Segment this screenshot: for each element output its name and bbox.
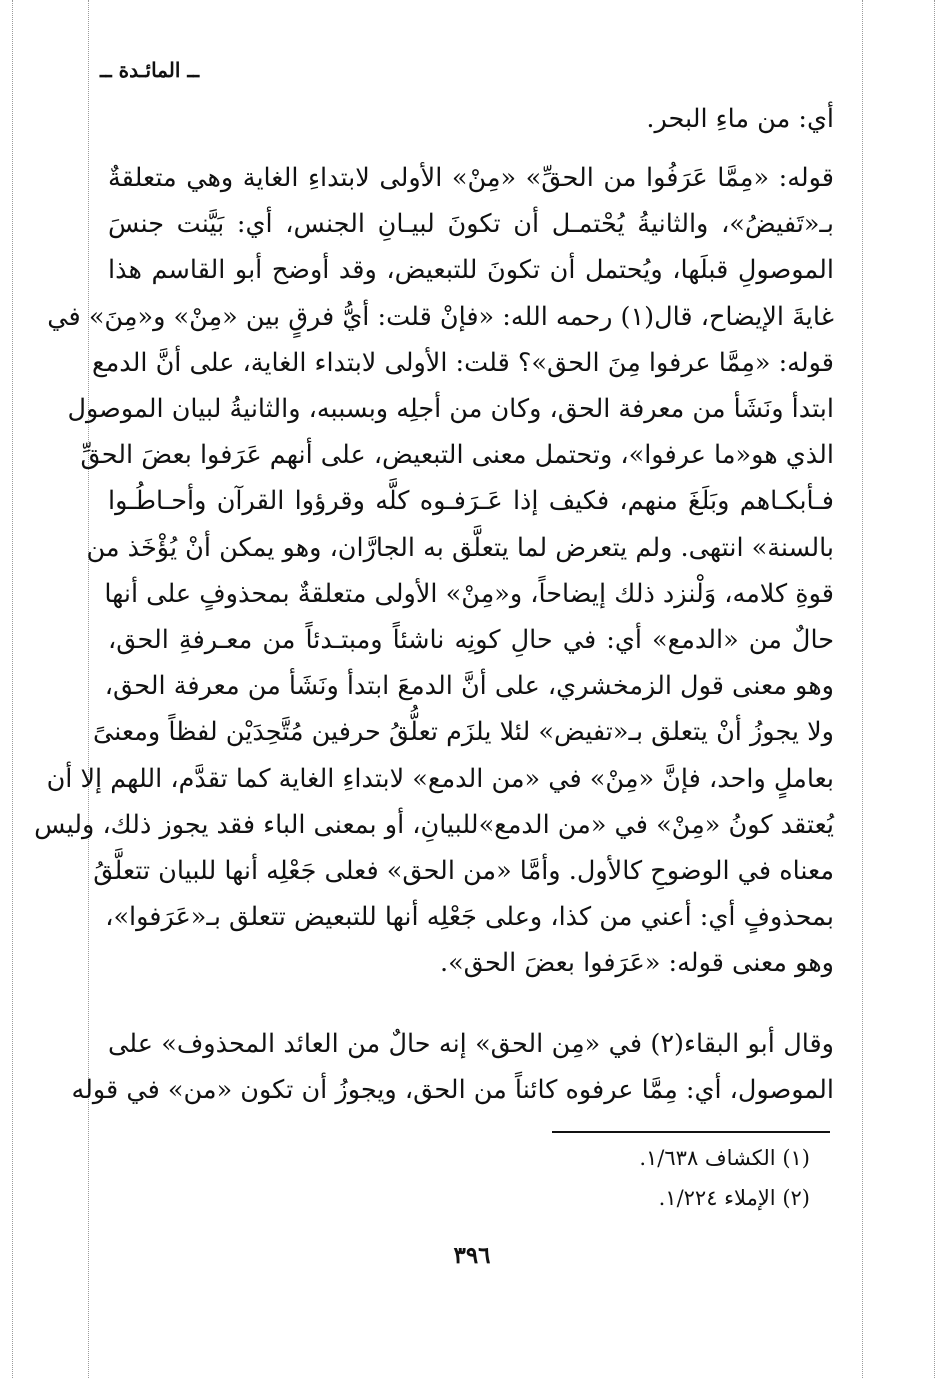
text-line: أي: من ماءِ البحر.: [646, 104, 834, 134]
text-line: بعاملٍ واحد، فإنَّ «مِنْ» في «من الدمع» لابتداءِ الغاية كما تقدَّم، اللهم إلا أن: [46, 763, 834, 794]
text-line: قوله: «مِمَّا عَرَفُوا من الحقِّ» «مِنْ» الأولى لابتداءِ الغاية وهي متعلقةٌ: [108, 163, 834, 193]
text-line: غايةَ الإيضاح، قال(١) رحمه الله: «فإنْ قلت: أيُّ فرقٍ بين «مِنْ» و«مِنَ» في: [47, 301, 834, 332]
text-line: وهو معنى قول الزمخشري، على أنَّ الدمعَ ابتدأ ونَشَأ من معرفة الحق،: [104, 671, 834, 702]
text-line: بالسنة» انتهى. ولم يتعرض لما يتعلَّق به الجارَّان، وهو يمكن أنْ يُؤْخَذ من: [86, 532, 834, 563]
text-line: يُعتقد كونُ «مِنْ» في «من الدمع»للبيانِ، أو بمعنى الباء فقد يجوز ذلك، وليس: [34, 809, 834, 840]
text-line: بمحذوفٍ أي: أعني من كذا، وعلى جَعْلِه أنها للتبعيض تتعلق بـ«عَرَفوا»،: [105, 902, 834, 933]
paragraph-2: [71, 1021, 834, 1113]
scan-edge-line: [12, 0, 13, 1378]
text-line: معناه في الوضوحِ كالأول. وأمَّا «من الحق» فعلى جَعْلِه أنها للبيان تتعلَّقُ: [93, 856, 834, 887]
intro-text: [108, 96, 834, 142]
text-line: وقال أبو البقاء(٢) في «مِن الحق» إنه حالٌ من العائد المحذوف» على: [108, 1029, 834, 1059]
footnotes: [520, 1138, 810, 1218]
scan-edge-line: [934, 0, 935, 1378]
scan-edge-line: [862, 0, 863, 1378]
page-number: ٣٩٦: [453, 1242, 491, 1269]
text-line: فـأبكـاهم وبَلَغَ منهم، فكيف إذا عَـرَفـوه كلَّه وقرؤوا القرآن وأحـاطُـوا: [108, 486, 834, 517]
text-line: حالٌ من «الدمع» أي: في حالِ كونِه ناشئاً ومبتـدئاً من معـرفةِ الحق،: [108, 625, 834, 656]
text-line: الموصولِ قبلَها، ويُحتمل أن تكونَ للتبعيض، وقد أوضح أبو القاسم هذا: [108, 255, 834, 286]
footnote-divider: [552, 1131, 830, 1133]
text-line: ولا يجوزُ أنْ يتعلق بـ«تفيض» لئلا يلزَم تعلُّقُ حرفين مُتَّحِدَيْن لفظاً ومعنىً: [93, 717, 834, 748]
text-line: قوله: «مِمَّا عرفوا مِنَ الحق»؟ قلت: الأولى لابتداء الغاية، على أنَّ الدمع: [92, 347, 834, 378]
text-line: الذي هو«ما عرفوا»، وتحتمل معنى التبعيض، على أنهم عَرَفوا بعضَ الحقِّ: [80, 440, 834, 471]
scan-edge-line: [88, 0, 89, 1378]
text-line: بـ«تَفيضُ»، والثانيةُ يُحْتمـل أن تكونَ لبيـانِ الجنس، أي: بَيَّنت جنسَ: [108, 209, 834, 240]
footnote-item: (٢) الإملاء ١/٢٢٤.: [658, 1186, 810, 1210]
text-line: وهو معنى قوله: «عَرَفوا بعضَ الحق».: [439, 948, 834, 979]
running-header: ــ المائـدة ــ: [100, 58, 200, 82]
text-line: الموصول، أي: مِمَّا عرفوه كائناً من الحق، ويجوزُ أن تكون «من» في قوله: [71, 1075, 834, 1106]
text-line: قوةِ كلامه، وَلْنزد ذلك إيضاحاً، و«مِنْ» الأولى متعلقةٌ بمحذوفٍ على أنها: [104, 578, 834, 609]
footnote-item: (١) الكشاف ١/٦٣٨.: [639, 1146, 810, 1170]
text-line: ابتدأ ونَشَأ من معرفة الحق، وكان من أجلِه وبسببه، والثانيةُ لبيان الموصول: [67, 394, 834, 425]
paragraph-1: [34, 155, 834, 987]
